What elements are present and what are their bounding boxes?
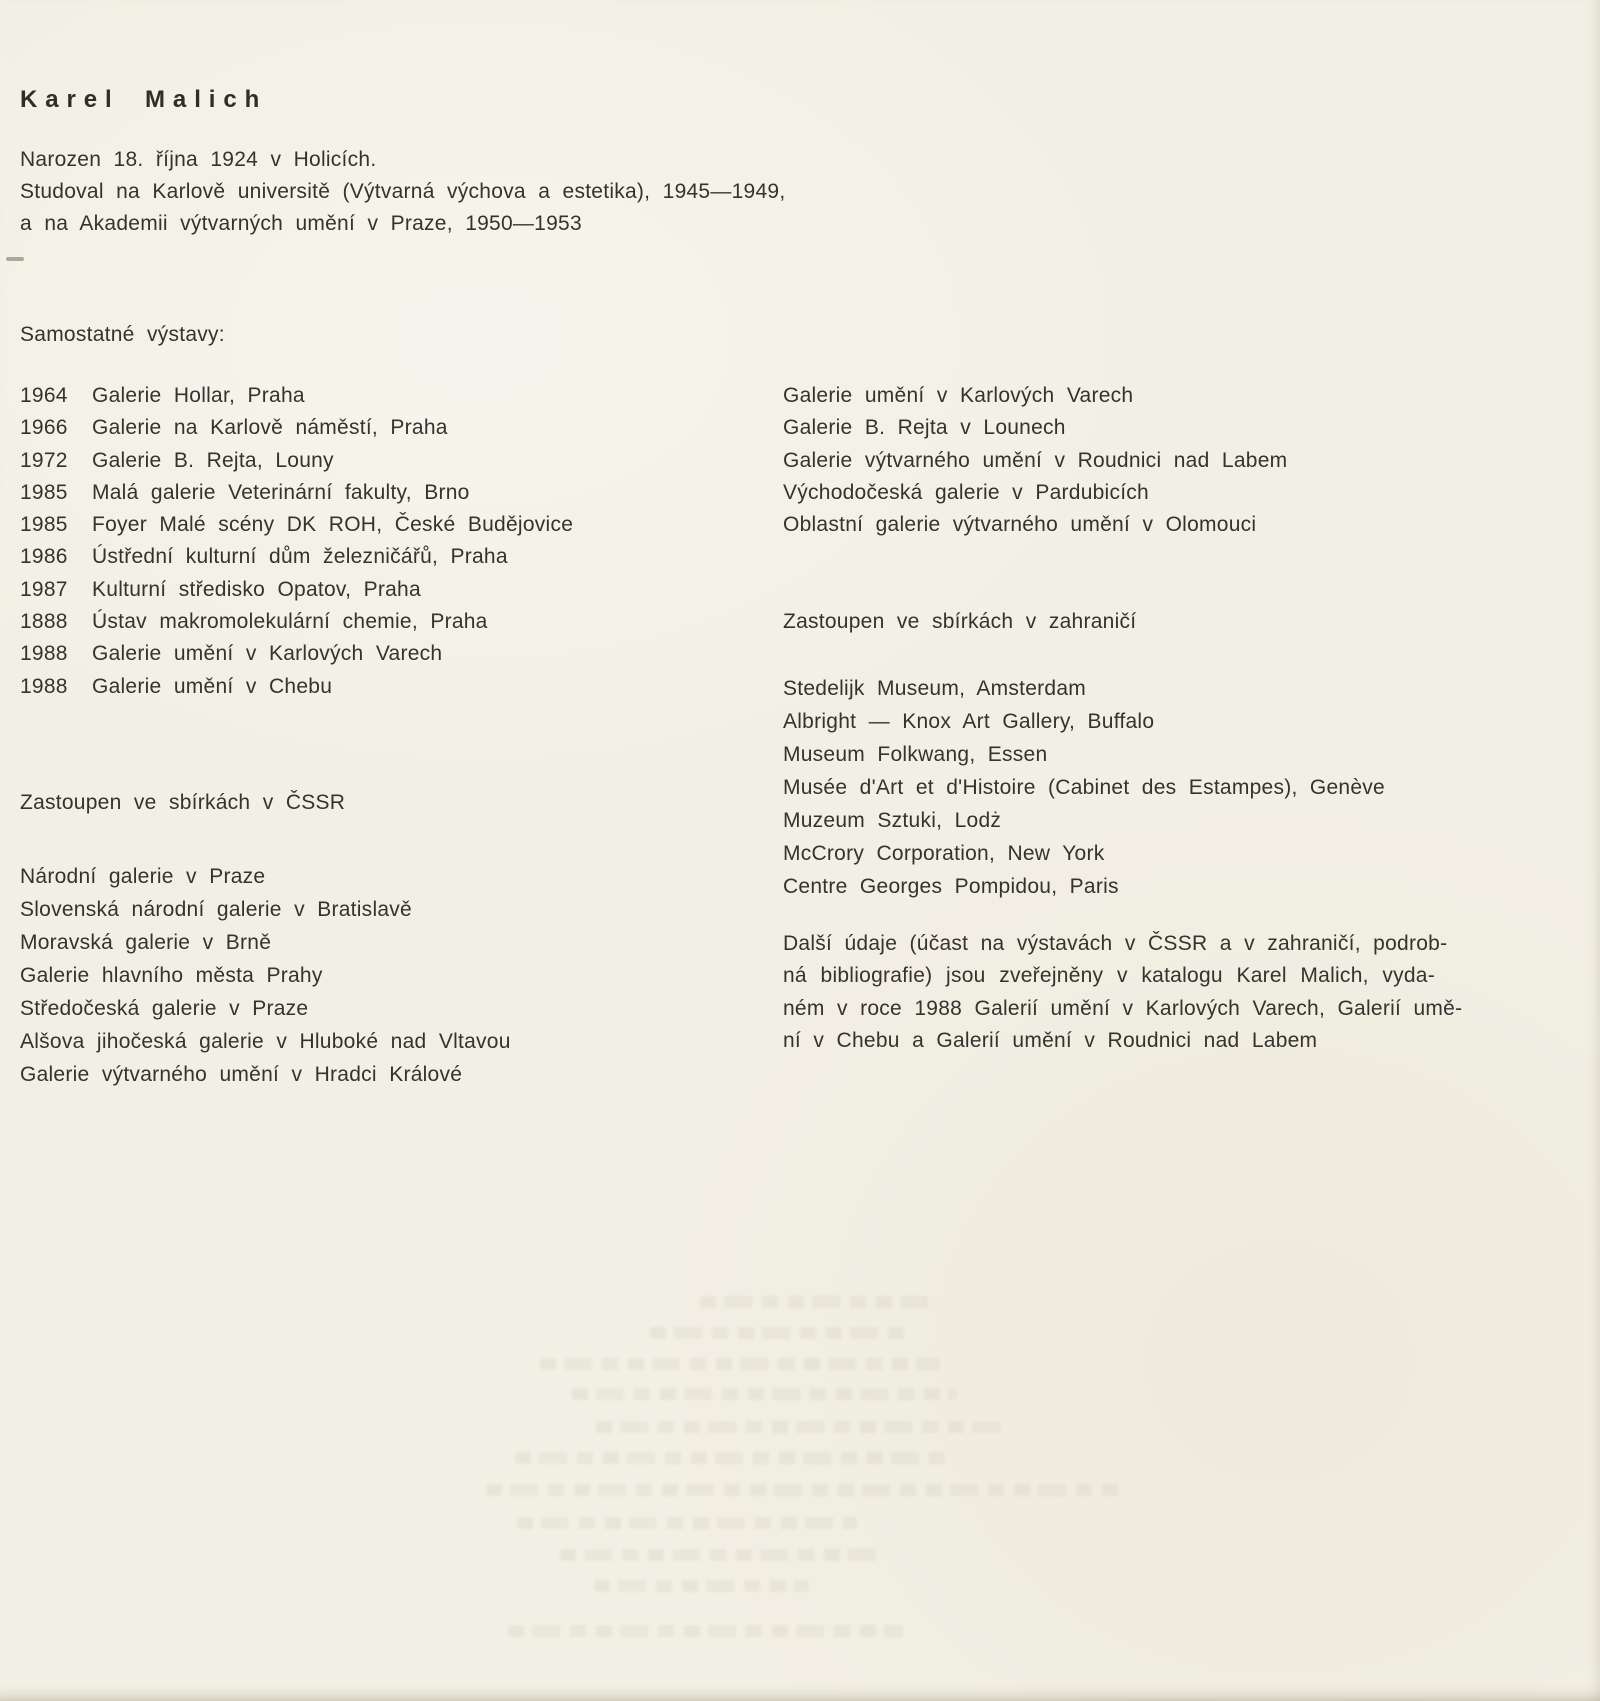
exhibition-year: 1988 <box>20 642 68 666</box>
collections-abroad-list <box>783 672 1385 903</box>
exhibition-row <box>20 638 573 670</box>
exhibition-venue: Malá galerie Veterinární fakulty, Brno <box>92 480 470 504</box>
collection-item: Galerie hlavního města Prahy <box>20 964 323 987</box>
collection-item: Galerie výtvarného umění v Hradci Králové <box>20 1063 463 1086</box>
exhibition-year: 1964 <box>20 384 68 407</box>
exhibition-venue: Galerie na Karlově náměstí, Praha <box>92 416 448 440</box>
exhibition-venue: Galerie výtvarného umění v Roudnici nad Labem <box>783 448 1288 472</box>
artist-bio <box>20 144 785 240</box>
margin-dash-artifact <box>6 257 24 261</box>
exhibition-year: 1972 <box>20 448 68 472</box>
collection-item: Museum Folkwang, Essen <box>783 743 1048 766</box>
collection-item: Alšova jihočeská galerie v Hluboké nad Vltavou <box>20 1030 511 1053</box>
collection-item: Moravská galerie v Brně <box>20 931 272 954</box>
catalog-note <box>783 928 1463 1058</box>
showthrough-line <box>486 1484 1126 1496</box>
showthrough-line <box>700 1296 935 1308</box>
exhibition-year: 1966 <box>20 416 68 440</box>
exhibition-row <box>20 574 573 606</box>
exhibition-year: 1988 <box>20 674 68 698</box>
exhibition-venue: Galerie B. Rejta v Lounech <box>783 416 1066 440</box>
bio-line: a na Akademii výtvarných umění v Praze, 1950—1953 <box>20 212 582 235</box>
exhibition-venue: Galerie Hollar, Praha <box>92 384 305 407</box>
exhibition-venue: Foyer Malé scény DK ROH, České Budějovice <box>92 513 574 537</box>
exhibition-year: 1888 <box>20 610 68 634</box>
collection-item: Centre Georges Pompidou, Paris <box>783 875 1119 898</box>
exhibition-row <box>20 412 573 444</box>
exhibition-row <box>20 445 573 477</box>
exhibition-venue: Galerie umění v Karlových Varech <box>92 642 443 666</box>
collections-cssr-list <box>20 860 511 1091</box>
collection-item: Musée d'Art et d'Histoire (Cabinet des Estampes), Genève <box>783 776 1385 799</box>
exhibition-venue: Oblastní galerie výtvarného umění v Olomouci <box>783 513 1257 537</box>
exhibition-row <box>20 541 573 573</box>
exhibition-venue: Galerie umění v Karlových Varech <box>783 384 1134 407</box>
showthrough-line <box>596 1421 1006 1433</box>
heading-collections-abroad: Zastoupen ve sbírkách v zahraničí <box>783 610 1137 633</box>
collection-item: McCrory Corporation, New York <box>783 842 1105 865</box>
note-line: ná bibliografie) jsou zveřejněny v katalogu Karel Malich, vyda- <box>783 964 1435 988</box>
exhibition-year: 1987 <box>20 577 68 601</box>
showthrough-line <box>508 1625 903 1637</box>
bio-line: Studoval na Karlově universitě (Výtvarná výchova a estetika), 1945—1949, <box>20 180 786 203</box>
showthrough-line <box>572 1388 957 1400</box>
bio-line: Narozen 18. října 1924 v Holicích. <box>20 148 377 171</box>
exhibition-venue: Kulturní středisko Opatov, Praha <box>92 577 421 601</box>
note-line: Další údaje (účast na výstavách v ČSSR a v zahraničí, podrob- <box>783 932 1448 955</box>
exhibition-row <box>20 606 573 638</box>
collection-item: Stedelijk Museum, Amsterdam <box>783 677 1087 700</box>
note-line: ném v roce 1988 Galerií umění v Karlových Varech, Galerií umě- <box>783 996 1463 1020</box>
collection-item: Muzeum Sztuki, Lodż <box>783 809 1002 832</box>
exhibition-venue: Východočeská galerie v Pardubicích <box>783 480 1149 504</box>
collection-item: Slovenská národní galerie v Bratislavě <box>20 898 412 921</box>
heading-collections-cssr: Zastoupen ve sbírkách v ČSSR <box>20 791 346 814</box>
exhibition-venue: Ústřední kulturní dům železničářů, Praha <box>92 545 508 569</box>
exhibition-year: 1985 <box>20 480 68 504</box>
showthrough-line <box>650 1327 910 1339</box>
exhibition-year: 1985 <box>20 513 68 537</box>
showthrough-line <box>540 1358 940 1370</box>
collection-item: Albright — Knox Art Gallery, Buffalo <box>783 710 1155 733</box>
note-line: ní v Chebu a Galerií umění v Roudnici nad Labem <box>783 1029 1318 1053</box>
heading-solo-exhibitions: Samostatné výstavy: <box>20 323 225 346</box>
showthrough-line <box>515 1452 945 1464</box>
collection-item: Národní galerie v Praze <box>20 865 266 888</box>
artist-name: Karel Malich <box>20 86 268 113</box>
exhibition-row <box>20 671 573 703</box>
showthrough-line <box>517 1517 857 1529</box>
exhibition-venue: Galerie umění v Chebu <box>92 674 333 698</box>
exhibition-year: 1986 <box>20 545 68 569</box>
exhibition-venue: Ústav makromolekulární chemie, Praha <box>92 610 488 634</box>
solo-exhibitions-continued-list <box>783 380 1287 541</box>
showthrough-line <box>594 1580 809 1592</box>
showthrough-line <box>560 1549 878 1561</box>
exhibition-row <box>20 380 573 412</box>
exhibition-row <box>20 477 573 509</box>
exhibition-row <box>20 509 573 541</box>
collection-item: Středočeská galerie v Praze <box>20 997 309 1020</box>
solo-exhibitions-list <box>20 380 573 703</box>
exhibition-venue: Galerie B. Rejta, Louny <box>92 448 334 472</box>
